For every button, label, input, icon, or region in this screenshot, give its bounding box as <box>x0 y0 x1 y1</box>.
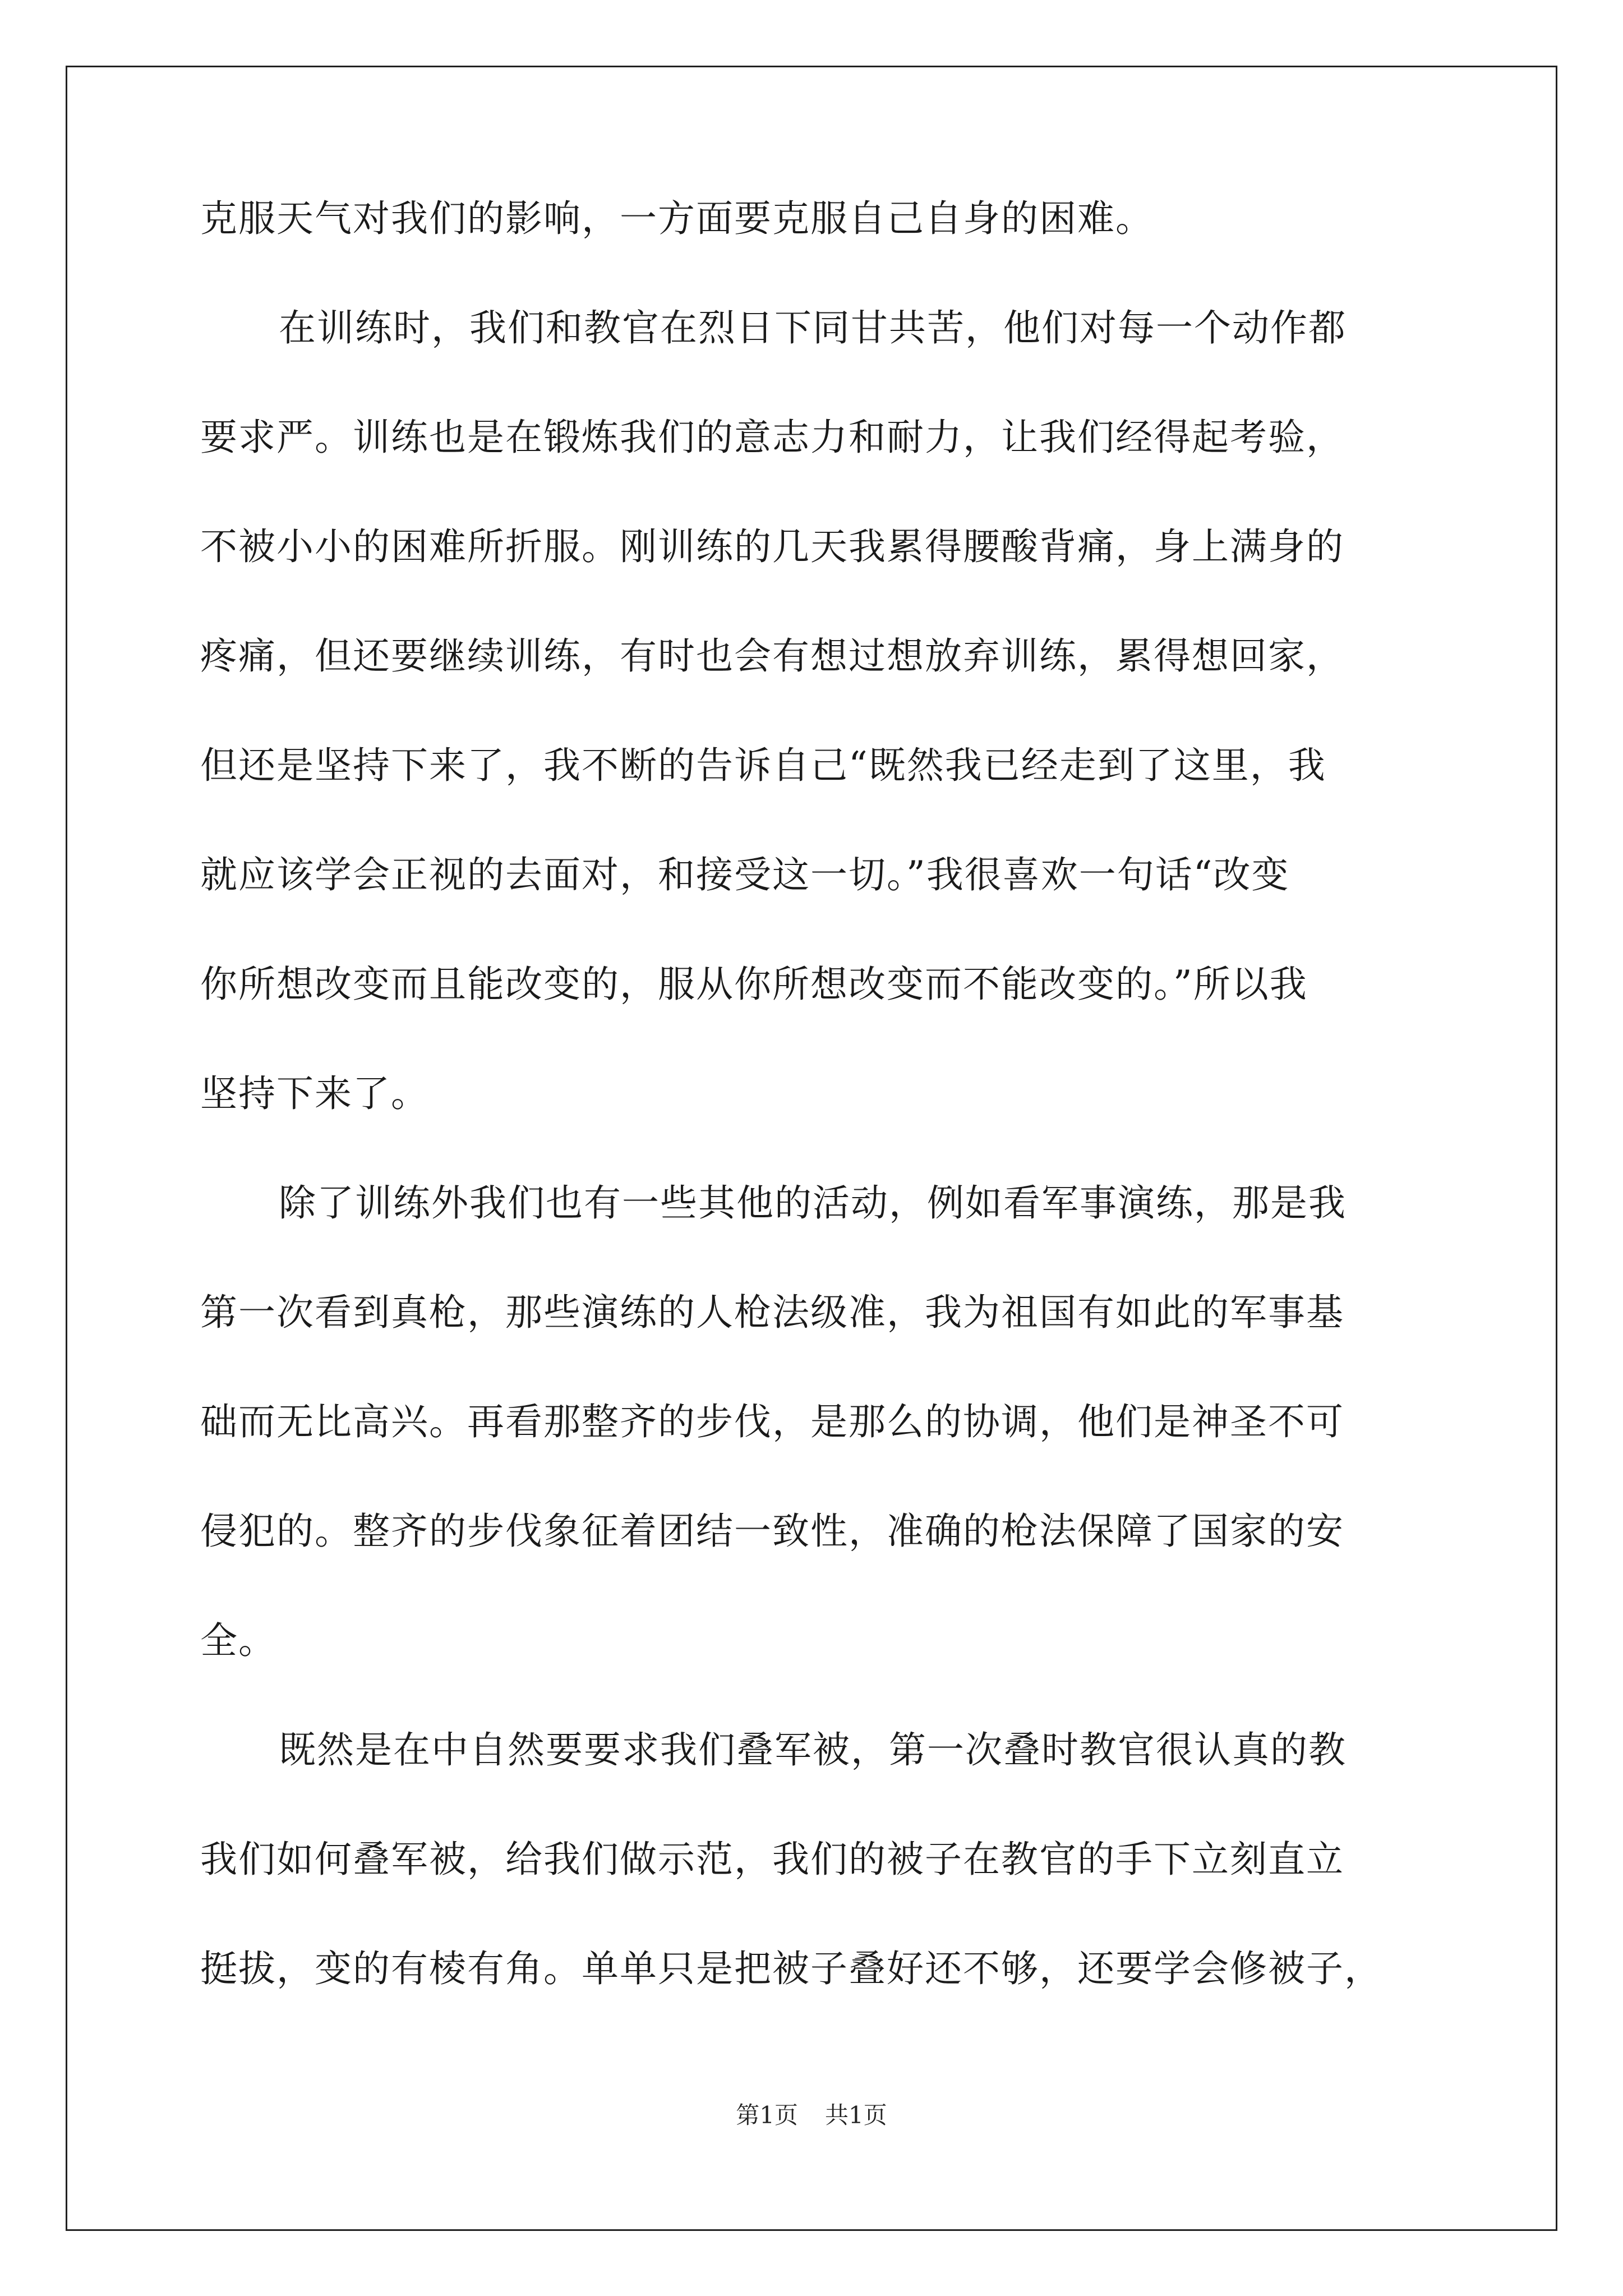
paragraph-start-line: 既然是在中自然要要求我们叠军被，第一次叠时教官很认真的教 <box>279 1728 1347 1772</box>
paragraph-start-line: 在训练时，我们和教官在烈日下同甘共苦，他们对每一个动作都 <box>279 306 1347 349</box>
text-line: 础而无比高兴。再看那整齐的步伐，是那么的协调，他们是神圣不可 <box>200 1400 1344 1443</box>
text-line: 坚持下来了。 <box>200 1072 429 1115</box>
text-line: 侵犯的。整齐的步伐象征着团结一致性，准确的枪法保障了国家的安 <box>200 1510 1344 1553</box>
document-body <box>200 197 1434 2060</box>
text-line: 你所想改变而且能改变的，服从你所想改变而不能改变的。”所以我 <box>200 963 1308 1006</box>
paragraph-start-line: 除了训练外我们也有一些其他的活动，例如看军事演练，那是我 <box>279 1181 1347 1225</box>
text-line: 第一次看到真枪，那些演练的人枪法级准，我为祖国有如此的军事基 <box>200 1291 1344 1334</box>
text-line: 全。 <box>200 1619 276 1662</box>
text-line: 但还是坚持下来了，我不断的告诉自己“既然我已经走到了这里，我 <box>200 744 1326 787</box>
text-line: 疼痛，但还要继续训练，有时也会有想过想放弃训练，累得想回家， <box>200 634 1344 678</box>
text-line: 不被小小的困难所折服。刚训练的几天我累得腰酸背痛，身上满身的 <box>200 525 1344 568</box>
text-line: 就应该学会正视的去面对，和接受这一切。”我很喜欢一句话“改变 <box>200 853 1290 896</box>
page-number: 第1页 <box>736 2101 798 2129</box>
page-footer <box>0 2101 1623 2129</box>
text-line: 挺拔，变的有棱有角。单单只是把被子叠好还不够，还要学会修被子， <box>200 1947 1382 1990</box>
text-line: 我们如何叠军被，给我们做示范，我们的被子在教官的手下立刻直立 <box>200 1838 1344 1881</box>
text-line: 克服天气对我们的影响，一方面要克服自己自身的困难。 <box>200 197 1154 240</box>
total-pages: 共1页 <box>825 2101 887 2129</box>
text-line: 要求严。训练也是在锻炼我们的意志力和耐力，让我们经得起考验， <box>200 416 1344 459</box>
